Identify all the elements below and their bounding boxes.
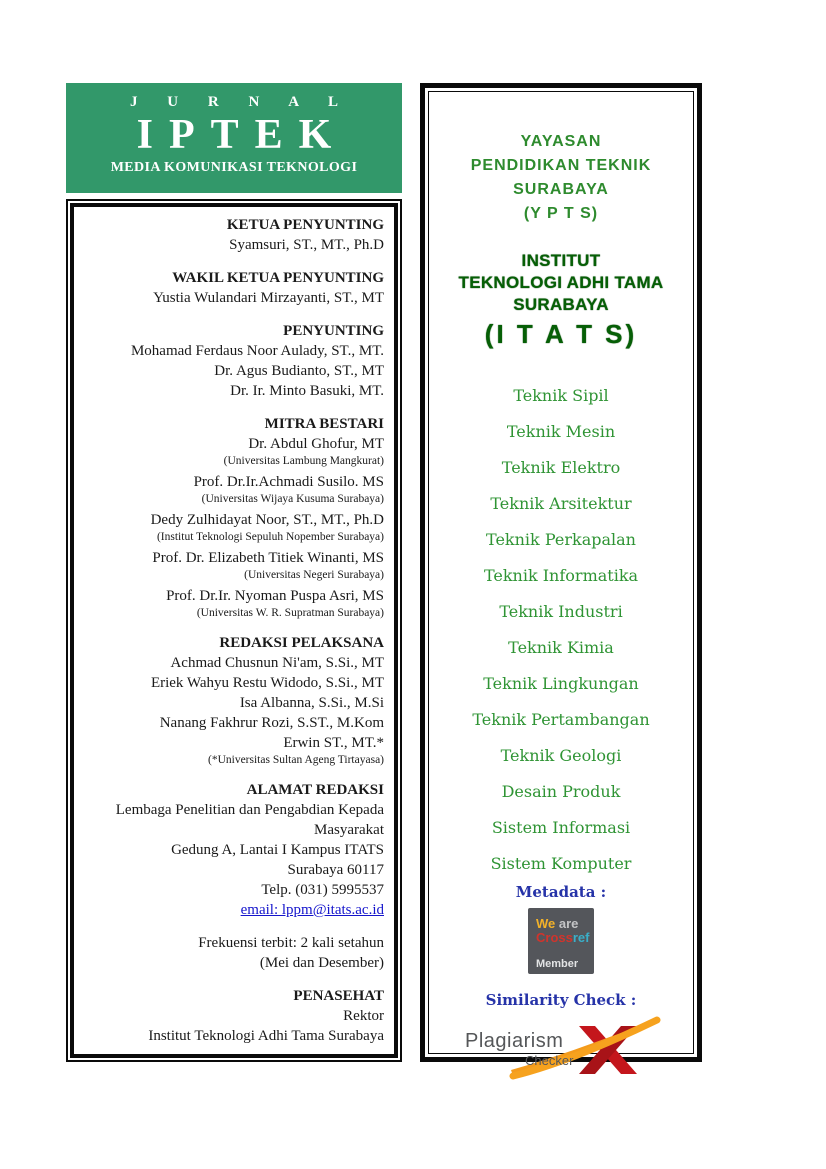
- person-name: Erwin ST., MT.*: [283, 735, 384, 751]
- journal-title: IPTEK: [136, 112, 348, 158]
- editorial-board-box: [66, 199, 402, 1062]
- department-item: Teknik Mesin: [506, 422, 616, 441]
- plagiarism-checker-x-logo[interactable]: [461, 1018, 661, 1080]
- person-name: Prof. Dr.Ir.Achmadi Susilo. MS: [193, 474, 384, 490]
- footnote-affiliation: (*Universitas Sultan Ageng Tirtayasa): [208, 754, 384, 766]
- crossref-cross-text: Cross: [536, 930, 573, 945]
- person-name: Isa Albanna, S.Si., M.Si: [239, 695, 384, 711]
- crossref-member-badge[interactable]: [528, 908, 594, 974]
- section-heading: KETUA PENYUNTING: [226, 217, 384, 233]
- frequency-line: Frekuensi terbit: 2 kali setahun: [198, 935, 384, 951]
- foundation-line: PENDIDIKAN TEKNIK: [470, 157, 652, 174]
- person-name: Dr. Abdul Ghofur, MT: [248, 436, 384, 452]
- department-item: Teknik Lingkungan: [483, 674, 639, 693]
- department-item: Desain Produk: [501, 782, 621, 801]
- department-item: Teknik Informatika: [483, 566, 639, 585]
- person-affiliation: (Universitas Negeri Surabaya): [244, 569, 384, 581]
- person-name: Prof. Dr. Elizabeth Titiek Winanti, MS: [152, 550, 384, 566]
- section-heading: MITRA BESTARI: [264, 416, 384, 432]
- frequency-line: (Mei dan Desember): [259, 955, 384, 971]
- institute-name: [429, 250, 693, 350]
- foundation-line: SURABAYA: [513, 181, 609, 198]
- person-name: Dr. Agus Budianto, ST., MT: [214, 363, 384, 379]
- department-item: Sistem Informasi: [491, 818, 631, 837]
- section-heading: PENYUNTING: [283, 323, 384, 339]
- address-line: Surabaya 60117: [287, 862, 384, 878]
- similarity-check-label: Similarity Check :: [485, 991, 637, 1009]
- crossref-badge-line2: [536, 931, 594, 945]
- checker-word: Checker: [525, 1053, 574, 1068]
- section-mitra-bestari: [82, 414, 384, 620]
- person-name: Eriek Wahyu Restu Widodo, S.Si., MT: [150, 675, 384, 691]
- reviewer-entry: [82, 472, 384, 506]
- email-link[interactable]: email: lppm@itats.ac.id: [240, 902, 384, 918]
- person-name: Achmad Chusnun Ni'am, S.Si., MT: [170, 655, 384, 671]
- advisor-line: Rektor: [343, 1008, 384, 1024]
- department-item: Teknik Industri: [499, 602, 623, 621]
- institute-acronym: (I T A T S): [484, 319, 638, 349]
- reviewer-entry: [82, 510, 384, 544]
- department-item: Teknik Kimia: [508, 638, 614, 657]
- editorial-board-content: [70, 203, 398, 1058]
- department-list: [429, 378, 693, 882]
- advisor-line: Institut Teknologi Adhi Tama Surabaya: [148, 1028, 384, 1044]
- section-heading: PENASEHAT: [293, 988, 384, 1004]
- person-affiliation: (Institut Teknologi Sepuluh Nopember Surabaya): [156, 531, 384, 543]
- person-affiliation: (Universitas Lambung Mangkurat): [223, 455, 384, 467]
- journal-masthead: [66, 83, 402, 193]
- address-line: Gedung A, Lantai I Kampus ITATS: [171, 842, 384, 858]
- reviewer-entry: [82, 586, 384, 620]
- institution-box: [420, 83, 702, 1068]
- institute-line: INSTITUT: [521, 251, 601, 270]
- section-penasehat: [82, 986, 384, 1046]
- foundation-name: [429, 130, 693, 226]
- person-affiliation: (Universitas Wijaya Kusuma Surabaya): [201, 493, 384, 505]
- section-ketua-penyunting: [82, 215, 384, 255]
- section-heading: WAKIL KETUA PENYUNTING: [172, 270, 384, 286]
- address-line: Lembaga Penelitian dan Pengabdian Kepada Masyarakat: [115, 802, 384, 838]
- person-name: Dedy Zulhidayat Noor, ST., MT., Ph.D: [150, 512, 384, 528]
- person-name: Syamsuri, ST., MT., Ph.D: [229, 237, 384, 253]
- person-name: Dr. Ir. Minto Basuki, MT.: [230, 383, 384, 399]
- crossref-member-text: Member: [536, 958, 579, 970]
- section-wakil-ketua-penyunting: [82, 268, 384, 308]
- person-name: Yustia Wulandari Mirzayanti, ST., MT: [153, 290, 384, 306]
- journal-subtitle: MEDIA KOMUNIKASI TEKNOLOGI: [110, 160, 358, 175]
- department-item: Teknik Pertambangan: [472, 710, 650, 729]
- institute-line: TEKNOLOGI ADHI TAMA: [458, 273, 664, 292]
- department-item: Teknik Sipil: [513, 386, 609, 405]
- reviewer-entry: [82, 548, 384, 582]
- foundation-line: YAYASAN: [520, 133, 602, 150]
- phone-line: Telp. (031) 5995537: [261, 882, 384, 898]
- person-name: Nanang Fakhrur Rozi, S.ST., M.Kom: [159, 715, 384, 731]
- department-item: Teknik Geologi: [500, 746, 622, 765]
- plagiarism-word: Plagiarism: [465, 1030, 564, 1052]
- section-redaksi-pelaksana: [82, 633, 384, 767]
- section-penyunting: [82, 321, 384, 401]
- section-heading: REDAKSI PELAKSANA: [219, 635, 384, 651]
- institution-content: [428, 91, 694, 1068]
- person-affiliation: (Universitas W. R. Supratman Surabaya): [196, 607, 384, 619]
- metadata-label: Metadata :: [515, 883, 607, 901]
- crossref-badge-line1: [536, 917, 594, 931]
- journal-kicker: J U R N A L: [130, 94, 351, 110]
- foundation-acronym: (Y P T S): [523, 205, 599, 222]
- reviewer-entry: [82, 434, 384, 468]
- department-item: Sistem Komputer: [490, 854, 632, 873]
- person-name: Prof. Dr.Ir. Nyoman Puspa Asri, MS: [166, 588, 384, 604]
- crossref-are-text: are: [555, 916, 579, 931]
- crossref-ref-text: ref: [572, 930, 590, 945]
- section-alamat-redaksi: [82, 780, 384, 920]
- section-frekuensi-terbit: [82, 933, 384, 973]
- institute-line: SURABAYA: [513, 295, 609, 314]
- department-item: Teknik Arsitektur: [490, 494, 632, 513]
- section-heading: ALAMAT REDAKSI: [246, 782, 384, 798]
- department-item: Teknik Perkapalan: [486, 530, 636, 549]
- department-item: Teknik Elektro: [501, 458, 621, 477]
- crossref-we-text: We: [536, 916, 556, 931]
- person-name: Mohamad Ferdaus Noor Aulady, ST., MT.: [130, 343, 384, 359]
